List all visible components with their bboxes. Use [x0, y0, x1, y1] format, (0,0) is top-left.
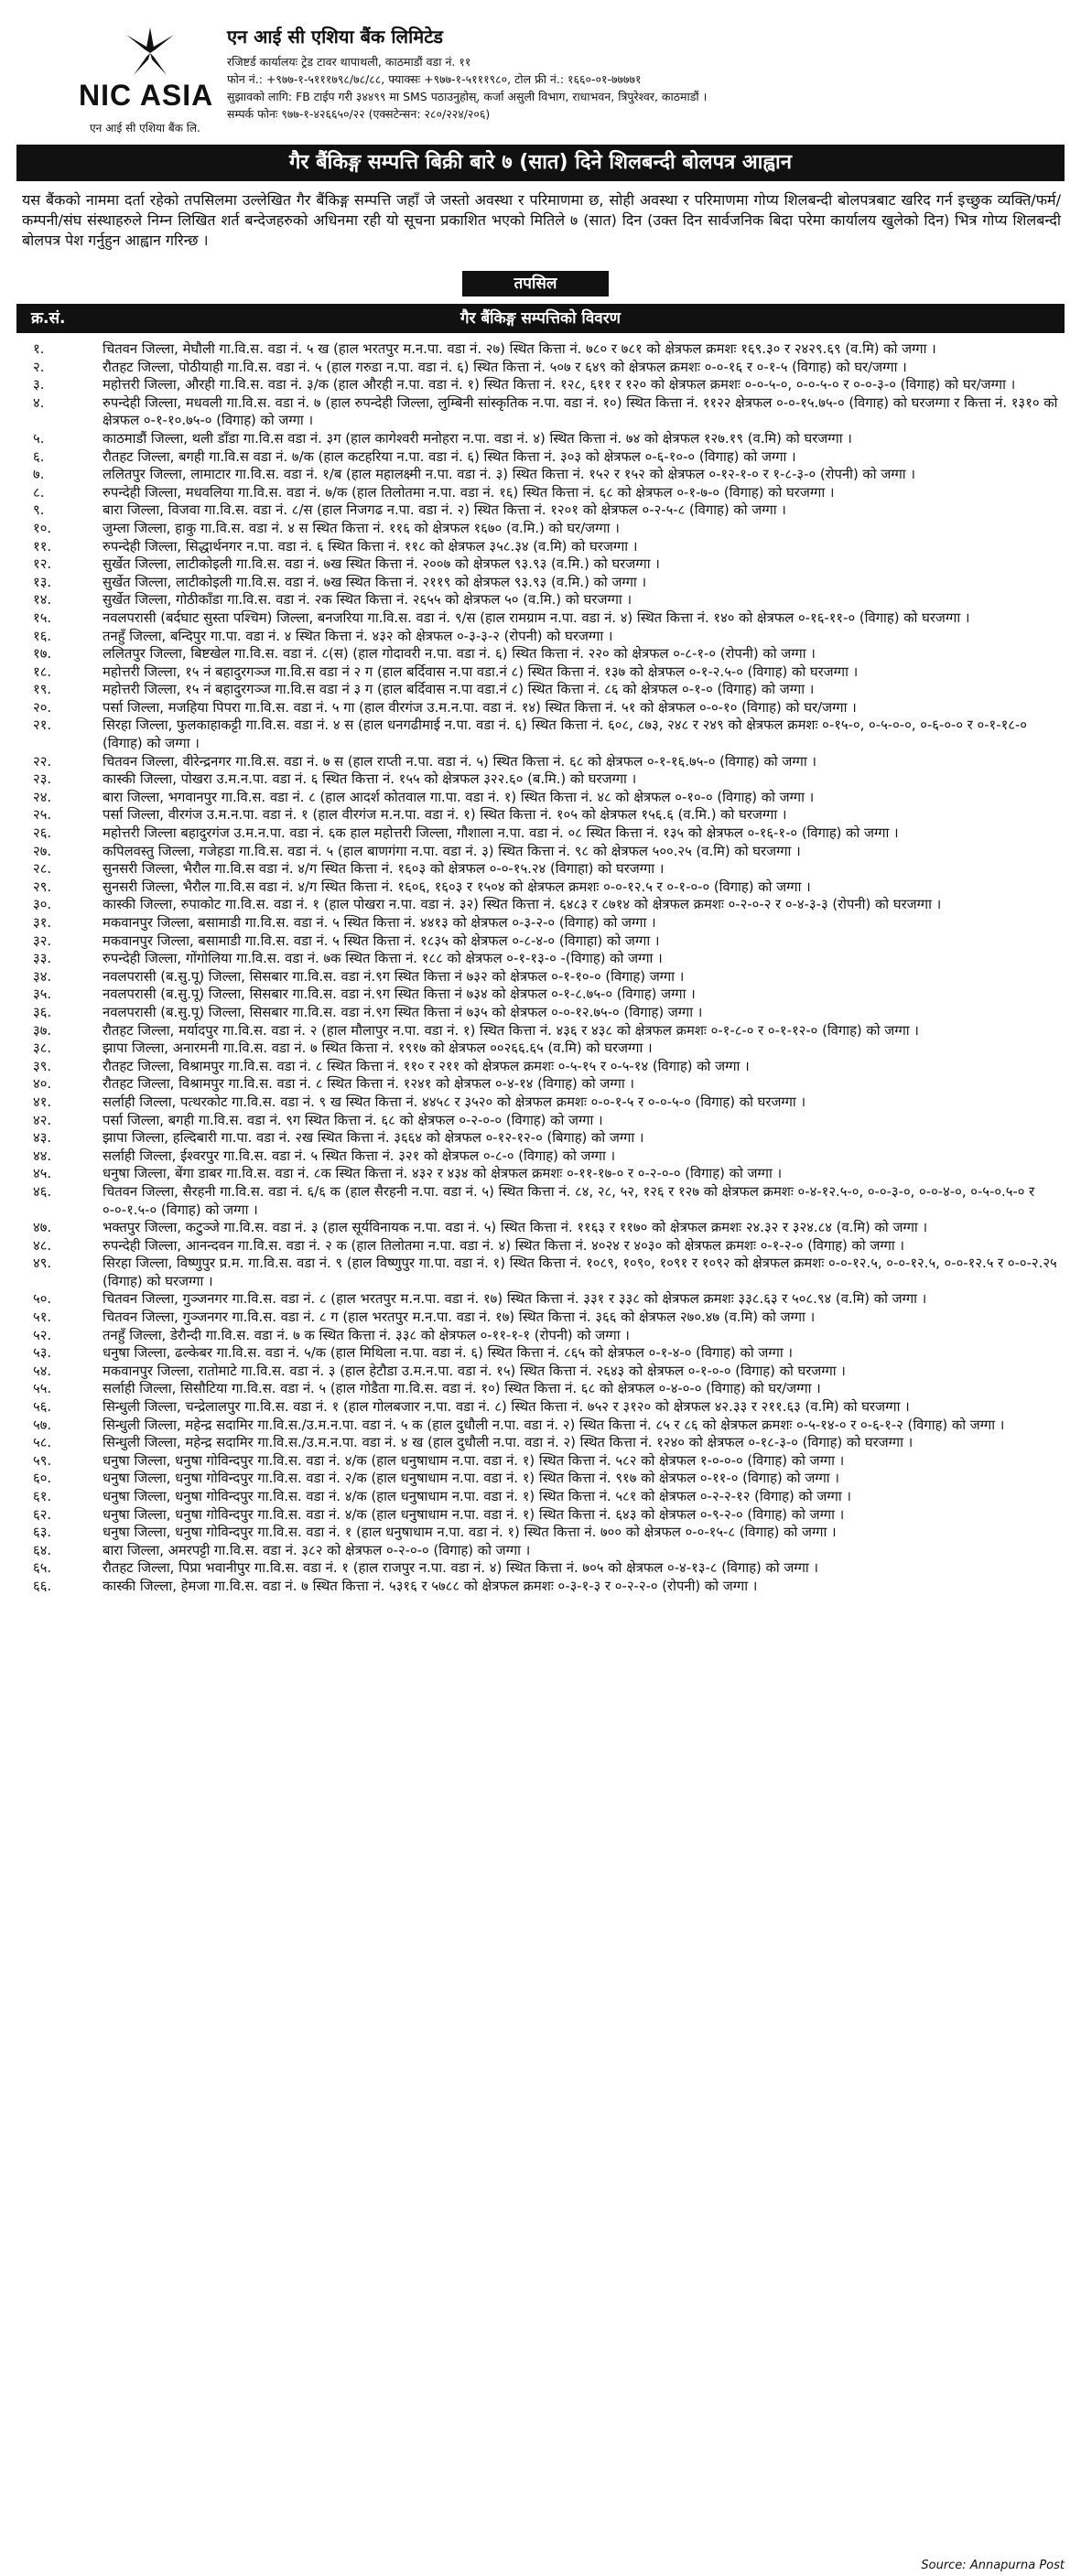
- table-row: [16, 1219, 1065, 1237]
- row-serial: ४५.: [33, 1166, 52, 1182]
- row-serial: ५८.: [33, 1435, 52, 1451]
- row-serial: ३४.: [33, 968, 52, 985]
- row-serial: ५३.: [33, 1345, 52, 1362]
- row-serial: १६.: [33, 628, 52, 644]
- row-serial: २५.: [33, 807, 52, 824]
- row-serial: ४९.: [33, 1256, 52, 1272]
- intro-paragraph: यस बैंकको नाममा दर्ता रहेको तपसिलमा उल्लेखित गैर बैंकिङ्ग सम्पत्ति जहाँ जे जस्तो अवस्था र परिमाणमा छ, सोही अवस्था र परिमाणमा गोप्य शिलबन्दी बोलपत्रबाट खरिद गर्न इच्छुक व्यक्ति/फर्म/कम्पनी/संघ संस्थाहरुले निम्न लिखित शर्त बन्देजहरुको अधिनमा रही यो सूचना प्रकाशित भएको मितिले ७ (सात) दिन (उक्त दिन सार्वजनिक बिदा परेमा कार्यालय खुलेको दिन) भित्र गोप्य शिलबन्दी बोलपत्र पेश गर्नुहुन आह्वान गरिन्छ ।: [22, 191, 1061, 249]
- column-header-serial: क्र.सं.: [31, 309, 66, 328]
- row-serial: १९.: [33, 682, 52, 698]
- table-row: [16, 968, 1065, 986]
- row-description: बारा जिल्ला, विजवा गा.वि.स. वडा नं. ८/स (हाल निजगढ न.पा. वडा नं. २) स्थित कित्ता नं. १२०१ को क्षेत्रफल ०-२-५-८ (विगाह) को जग्गा ।: [103, 502, 786, 519]
- contact-line: रजिष्टर्ड कार्यालयः ट्रेड टावर थापाथली, काठमाडौं वडा नं. ११: [227, 55, 471, 69]
- table-row: [16, 1398, 1065, 1417]
- row-description: धनुषा जिल्ला, बेंगा डाबर गा.वि.स. वडा नं. ८क स्थित कित्ता नं. ४३२ र ४३४ को क्षेत्रफल क्रमशः ०-११-१७-० र ०-२-०-० (विगाह) को जग्गा ।: [103, 1166, 783, 1182]
- table-row: [16, 1148, 1065, 1166]
- row-description: सिन्धुली जिल्ला, महेन्द्र सदामिर गा.वि.स./उ.म.न.पा. वडा नं. ४ ख (हाल दुधौली न.पा. वडा नं. २) स्थित कित्ता नं. १२४० को क्षेत्रफल ०-१८-३-० (विगाह) को घरजग्गा ।: [103, 1435, 913, 1451]
- property-list: [16, 340, 1065, 1596]
- row-serial: ३८.: [33, 1040, 52, 1057]
- table-row: [16, 501, 1065, 520]
- table-row: [16, 340, 1065, 359]
- row-serial: २८.: [33, 861, 52, 878]
- row-description: सिन्धुली जिल्ला, चन्द्रेलालपुर गा.वि.स. वडा नं. १ (हाल गोलबजार न.पा. वडा नं. ८) स्थित कित्ता नं. ७५२ र ३१२० को क्षेत्रफल ४२.३३ र २११.६३ (व.मि) को घरजग्गा ।: [103, 1399, 910, 1416]
- table-row: [16, 1363, 1065, 1381]
- table-row: [16, 1004, 1065, 1022]
- row-serial: ६०.: [33, 1471, 52, 1487]
- row-description: धनुषा जिल्ला, ढल्केबर गा.वि.स. वडा नं. ५/क (हाल मिथिला न.पा. वडा नं. ६) स्थित कित्ता नं. ८६५ को क्षेत्रफल ०-१-४-० (विगाह) को जग्गा ।: [103, 1345, 793, 1362]
- row-serial: १०.: [33, 520, 52, 536]
- row-description: पर्सा जिल्ला, वीरगंज उ.म.न.पा. वडा नं. १ (हाल वीरगंज म.न.पा. वडा नं. १) स्थित कित्ता नं. १०५ को क्षेत्रफल १५६.६ (व.मि.) को घरजग्गा ।: [103, 807, 787, 824]
- row-serial: ४०.: [33, 1076, 52, 1093]
- table-row: [16, 359, 1065, 377]
- table-row: [16, 843, 1065, 861]
- row-description: भक्तपुर जिल्ला, कटुञ्जे गा.वि.स. वडा नं. ३ (हाल सूर्यविनायक न.पा. वडा नं. ५) स्थित कित्ता नं. ११६३ र ११७० को क्षेत्रफल क्रमशः २४.३२ र ३२४.८४ (व.मि) को जग्गा ।: [103, 1220, 928, 1236]
- contact-line: सम्पर्क फोनः ९७७-१-४२६६५०/२२ (एक्सटेन्सन: २८०/२२४/२०६): [227, 107, 491, 121]
- row-serial: ३३.: [33, 951, 52, 967]
- contact-line: सुझावको लागि: FB टाईप गरी ३४४९९ मा SMS पठाउनुहोस्, कर्जा असुली विभाग, राधाभवन, त्रिपुरेश्वर, काठमाडौं ।: [227, 90, 708, 103]
- table-row: [16, 663, 1065, 682]
- tapasil-label: तपसिल: [462, 271, 609, 296]
- row-serial: ४३.: [33, 1130, 52, 1147]
- row-serial: ४.: [33, 394, 45, 411]
- table-row: [16, 1040, 1065, 1058]
- row-serial: ३.: [33, 377, 45, 393]
- row-description: रुपन्देही जिल्ला, मधवलिया गा.वि.स. वडा नं. ७/क (हाल तिलोतमा न.पा. वडा नं. १६) स्थित कित्ता नं. ६८ को क्षेत्रफल ०-१-७-० (विगाह) को घरजग्गा ।: [103, 484, 835, 501]
- row-serial: ४८.: [33, 1237, 52, 1254]
- table-row: [16, 394, 1065, 430]
- table-header: [16, 304, 1065, 333]
- table-row: [16, 860, 1065, 878]
- row-description: रुपन्देही जिल्ला, गोंगोलिया गा.वि.स. वडा नं. ७क स्थित कित्ता नं. १८८ को क्षेत्रफल ०-१-१३-० -(विगाह) को जग्गा ।: [103, 951, 663, 967]
- row-description: मकवानपुर जिल्ला, बसामाडी गा.वि.स. वडा नं. ५ स्थित कित्ता नं. १८३५ को क्षेत्रफल ०-८-४-० (विगाहा) को जग्गा ।: [103, 932, 660, 949]
- row-description: धनुषा जिल्ला, धनुषा गोविन्दपुर गा.वि.स. वडा नं. २/क (हाल धनुषाधाम न.पा. वडा नं. १) स्थित कित्ता नं. ९१७ को क्षेत्रफल ०-११-० (विगाह) को जग्गा ।: [103, 1471, 839, 1487]
- table-row: [16, 376, 1065, 394]
- logo-tagline: एन आई सी एशिया बैंक लि.: [90, 122, 200, 135]
- row-serial: १८.: [33, 663, 52, 680]
- row-description: सुनसरी जिल्ला, भैरौल गा.वि.स वडा नं. ४/ग स्थित कित्ता नं. १६०६, १६०३ र १५०४ को क्षेत्रफल क्रमशः ०-०-१२.५ र ०-१-०-० (विगाह) को जग्गा ।: [103, 878, 811, 895]
- table-row: [16, 914, 1065, 932]
- row-serial: ५०.: [33, 1291, 52, 1308]
- row-description: झापा जिल्ला, अनारमनी गा.वि.स. वडा नं. ७ स्थित कित्ता नं. १९१७ को क्षेत्रफल ००२६६.६५ (व.मि) को घरजग्गा ।: [103, 1040, 653, 1057]
- notice-title: गैर बैंकिङ्ग सम्पत्ति बिक्री बारे ७ (सात) दिने शिलबन्दी बोलपत्र आह्वान: [16, 145, 1065, 181]
- contact-line: फोन नं.: +९७७-१-५१११७९८/७८/८८, फ्याक्सः +९७७-१-५१११९८०, टोल फ्री नं.: १६६०-०१-७७७७१: [227, 72, 642, 86]
- row-serial: २६.: [33, 825, 52, 842]
- row-description: कपिलवस्तु जिल्ला, गजेहडा गा.वि.स. वडा नं. ५ (हाल बाणगंगा न.पा. वडा नं. ३) स्थित कित्ता नं. ९८ को क्षेत्रफल ५००.२५ (व.मि) को घरजग्गा ।: [103, 843, 801, 859]
- table-row: [16, 789, 1065, 807]
- table-row: [16, 1506, 1065, 1525]
- row-description: चितवन जिल्ला, गुञ्जनगर गा.वि.स. वडा नं. ८ (हाल भरतपुर म.न.पा. वडा नं. १७) स्थित कित्ता नं. ३३१ र ३३८ को क्षेत्रफल क्रमशः ३३८.६३ र ५०८.९४ (व.मि) को जग्गा ।: [103, 1291, 927, 1308]
- table-row: [16, 1417, 1065, 1435]
- row-description: जुम्ला जिल्ला, हाकु गा.वि.स. वडा नं. ४ स स्थित कित्ता नं. ११६ को क्षेत्रफल १६७० (व.मि.) को घर/जग्गा ।: [103, 520, 620, 536]
- bank-name: एन आई सी एशिया बैंक लिमिटेड: [227, 26, 443, 48]
- row-description: चितवन जिल्ला, सैरहनी गा.वि.स. वडा नं. ६/६ क (हाल सैरहनी न.पा. वडा नं. ५) स्थित कित्ता नं. ८४, २८, ५२, १२६ र १२७ को क्षेत्रफल क्रमशः ०-४-१२.५-०, ०-०-३-०, ०-०-४-०, ०-५-०.५-० र ०-०-१.५-० (विगाह) को जग्गा ।: [103, 1183, 1035, 1218]
- row-serial: २२.: [33, 753, 52, 770]
- table-row: [16, 1524, 1065, 1542]
- row-serial: ३७.: [33, 1022, 52, 1039]
- table-row: [16, 681, 1065, 699]
- row-description: महोत्तरी जिल्ला बहादुरगंज उ.म.न.पा. वडा नं. ६क हाल महोत्तरी जिल्ला, गौशाला न.पा. वडा नं. ०८ स्थित कित्ता नं. १३५ को क्षेत्रफल ०-१६-१-० (विगाह) को जग्गा ।: [103, 825, 899, 842]
- row-serial: १५.: [33, 609, 52, 626]
- table-row: [16, 430, 1065, 448]
- table-row: [16, 878, 1065, 897]
- row-description: रौतहट जिल्ला, पिप्रा भवानीपुर गा.वि.स. वडा नं. १ (हाल राजपुर न.पा. वडा नं. ४) स्थित कित्ता नं. ७०५ को क्षेत्रफल ०-४-१३-८ (विगाह) को जग्गा ।: [103, 1560, 819, 1577]
- row-description: धनुषा जिल्ला, धनुषा गोविन्दपुर गा.वि.स. वडा नं. ४/क (हाल धनुषाधाम न.पा. वडा नं. १) स्थित कित्ता नं. ५८२ को क्षेत्रफल १-०-०-० (विगाह) को जग्गा ।: [103, 1452, 845, 1469]
- table-row: [16, 896, 1065, 914]
- row-serial: ८.: [33, 484, 45, 501]
- row-serial: २.: [33, 359, 45, 375]
- row-serial: ६४.: [33, 1542, 52, 1558]
- row-serial: ३५.: [33, 986, 52, 1003]
- row-description: पर्सा जिल्ला, मजहिया पिपरा गा.वि.स. वडा नं. ५ गा (हाल वीरगंज उ.म.न.पा. वडा नं. १४) स्थित कित्ता नं. ५१ को क्षेत्रफल ०-०-१० (विगाह) को घर/जग्गा ।: [103, 699, 857, 716]
- row-serial: ६.: [33, 448, 45, 465]
- row-serial: ६१.: [33, 1489, 52, 1504]
- row-serial: ३२.: [33, 932, 52, 949]
- table-row: [16, 1434, 1065, 1452]
- row-description: कास्की जिल्ला, रुपाकोट गा.वि.स. वडा नं. १ (हाल पोखरा न.पा. वडा नं. ३२) स्थित कित्ता नं. ६४८३ र ८७१४ को क्षेत्रफल क्रमशः ०-२-०-२ र ०-४-३-३ (रोपनी) को घरजग्गा ।: [103, 897, 942, 913]
- logo-text: NIC ASIA: [79, 79, 214, 112]
- row-description: सुर्खेत जिल्ला, लाटीकोइली गा.वि.स. वडा नं. ७ख स्थित कित्ता नं. २००७ को क्षेत्रफल ९३.९३ (व.मि.) को घरजग्गा ।: [103, 556, 660, 573]
- row-description: कास्की जिल्ला, हेमजा गा.वि.स. वडा नं. ७ स्थित कित्ता नं. ५३१६ र ५७८८ को क्षेत्रफल क्रमशः ०-३-१-३ र ०-२-२-० (रोपनी) को जग्गा ।: [103, 1578, 758, 1594]
- row-description: नवलपरासी (ब.सु.पू) जिल्ला, सिसबार गा.वि.स. वडा नं.९ग स्थित कित्ता नं ७३४ को क्षेत्रफल ०-१-८.७५-० (विगाह) जग्गा ।: [103, 986, 696, 1003]
- table-row: [16, 717, 1065, 752]
- row-serial: २१.: [33, 717, 52, 734]
- table-row: [16, 591, 1065, 609]
- row-description: काठमाडौं जिल्ला, थली डाँडा गा.वि.स वडा नं. ३ग (हाल कागेश्वरी मनोहरा न.पा. वडा नं. ४) स्थित कित्ता नं. ७४ को क्षेत्रफल १२७.१९ (व.मि) को घरजग्गा ।: [103, 430, 852, 447]
- table-row: [16, 1452, 1065, 1471]
- table-row: [16, 825, 1065, 843]
- row-serial: ३९.: [33, 1058, 52, 1074]
- row-description: धनुषा जिल्ला, धनुषा गोविन्दपुर गा.वि.स. वडा नं. ४/क (हाल धनुषाधाम न.पा. वडा नं. १) स्थित कित्ता नं. ५८१ को क्षेत्रफल ०-२-२-१२ (विगाह) को जग्गा ।: [103, 1489, 851, 1504]
- table-row: [16, 1578, 1065, 1596]
- row-serial: ५२.: [33, 1327, 52, 1343]
- table-row: [16, 771, 1065, 789]
- row-description: धनुषा जिल्ला, धनुषा गोविन्दपुर गा.वि.स. वडा नं. ४/क (हाल धनुषाधाम न.पा. वडा नं. १) स्थित कित्ता नं. ६४३ को क्षेत्रफल ०-९-२-० (विगाह) को जग्गा ।: [103, 1506, 845, 1523]
- row-description: नवलपरासी (ब.सु.पू) जिल्ला, सिसबार गा.वि.स. वडा नं.९ग स्थित कित्ता नं ७३२ को क्षेत्रफल ०-१-१०-० (विगाह) जग्गा ।: [103, 968, 685, 985]
- row-description: सिन्धुली जिल्ला, महेन्द्र सदामिर गा.वि.स./उ.म.न.पा. वडा नं. ५ क (हाल दुधौली न.पा. वडा नं. २) स्थित कित्ता नं. ८५ र ८६ को क्षेत्रफल क्रमशः ०-५-१४-० र ०-६-१-२ (विगाह) को जग्गा ।: [103, 1417, 1005, 1433]
- row-description: कास्की जिल्ला, पोखरा उ.म.न.पा. वडा नं. ६ स्थित कित्ता नं. १५५ को क्षेत्रफल ३२२.६० (ब.मि.) को घरजग्गा ।: [103, 771, 637, 788]
- row-serial: ७.: [33, 467, 45, 483]
- table-row: [16, 1094, 1065, 1112]
- row-description: नवलपरासी (ब.सु.पू) जिल्ला, सिसबार गा.वि.स. वडा नं.९ग स्थित कित्ता नं ७३५ को क्षेत्रफल ०-०-१२.७५-० (विगाह) जग्गा ।: [103, 1004, 703, 1020]
- row-description: सिरहा जिल्ला, फुलकाहाकट्टी गा.वि.स. वडा नं. ४ स (हाल धनगढीमाई न.पा. वडा नं. ६) स्थित कित्ता नं. ६०८, ८७३, २४८ र २४९ को क्षेत्रफल क्रमशः ०-१५-०, ०-५-०-०, ०-६-०-० र ०-१-१८-० (विगाह) को जग्गा ।: [103, 717, 1027, 752]
- table-row: [16, 574, 1065, 592]
- row-serial: १३.: [33, 574, 52, 590]
- row-serial: ३०.: [33, 897, 52, 913]
- row-serial: २९.: [33, 878, 52, 895]
- table-row: [16, 520, 1065, 538]
- table-row: [16, 484, 1065, 502]
- row-description: महोत्तरी जिल्ला, १५ नं बहादुरगञ्ज गा.वि.स वडा नं ३ ग (हाल बर्दिवास न.पा वडा.नं ८) स्थित कित्ता नं. ८६ को क्षेत्रफल ०-१-० (विगाह) को जग्गा ।: [103, 682, 815, 698]
- row-description: ललितपुर जिल्ला, बिष्टखेल गा.वि.स. वडा नं. ८(स) (हाल गोदावरी न.पा. वडा नं. ६) स्थित कित्ता नं. २२० को क्षेत्रफल ०-८-१-० (रोपनी) को जग्गा ।: [103, 646, 816, 663]
- table-row: [16, 950, 1065, 968]
- table-row: [16, 1129, 1065, 1148]
- row-description: रौतहट जिल्ला, बगही गा.वि.स वडा नं. ७/क (हाल कटहरिया न.पा. वडा नं. ६) स्थित कित्ता नं. ३०३ को क्षेत्रफल ०-६-१०-० (विगाह) को जग्गा ।: [103, 448, 796, 465]
- table-row: [16, 645, 1065, 663]
- row-serial: ५१.: [33, 1310, 52, 1326]
- table-row: [16, 1075, 1065, 1094]
- table-row: [16, 1488, 1065, 1506]
- row-serial: ३१.: [33, 915, 52, 931]
- row-description: मकवानपुर जिल्ला, बसामाडी गा.वि.स. वडा नं. ५ स्थित कित्ता नं. ४४१३ को क्षेत्रफल ०-३-२-० (विगाह) को जग्गा ।: [103, 915, 656, 931]
- row-serial: ६२.: [33, 1506, 52, 1523]
- table-row: [16, 1165, 1065, 1183]
- table-row: [16, 538, 1065, 556]
- row-description: चितवन जिल्ला, वीरेन्द्रनगर गा.वि.स. वडा नं. ७ स (हाल राप्ती न.पा. वडा नं. ५) स्थित कित्ता नं. ६८ को क्षेत्रफल ०-१-१६.७५-० (विगाह) को जग्गा ।: [103, 753, 816, 770]
- row-description: रौतहट जिल्ला, विश्रामपुर गा.वि.स. वडा नं. ८ स्थित कित्ता नं. ११० र २११ को क्षेत्रफल क्रमशः ०-५-१५ र ०-५-१४ (विगाह) को जग्गा ।: [103, 1058, 750, 1074]
- table-row: [16, 1559, 1065, 1578]
- table-row: [16, 1309, 1065, 1327]
- row-serial: १७.: [33, 646, 52, 663]
- row-serial: ५४.: [33, 1363, 52, 1379]
- row-serial: २०.: [33, 699, 52, 716]
- row-description: बारा जिल्ला, भगवानपुर गा.वि.स. वडा नं. ८ (हाल आदर्श कोतवाल गा.पा. वडा नं. १) स्थित कित्ता नं. ४८ को क्षेत्रफल ०-१०-० (विगाह) को जग्गा ।: [103, 789, 815, 805]
- row-description: सुनसरी जिल्ला, भैरौल गा.वि.स वडा नं. ४/ग स्थित कित्ता नं. १६०३ को क्षेत्रफल ०-०-१५.२४ (विगाहा) को घरजग्गा ।: [103, 861, 665, 878]
- table-row: [16, 609, 1065, 628]
- row-description: धनुषा जिल्ला, धनुषा गोविन्दपुर गा.वि.स. वडा नं. १ (हाल धनुषाधाम न.पा. वडा नं. १) स्थित कित्ता नं. ७०० को क्षेत्रफल ०-०-१५-८ (विगाह) को जग्गा ।: [103, 1525, 837, 1541]
- row-serial: ४४.: [33, 1148, 52, 1164]
- row-serial: ५७.: [33, 1417, 52, 1433]
- table-row: [16, 1470, 1065, 1488]
- row-description: रुपन्देही जिल्ला, मधवली गा.वि.स. वडा नं. ७ (हाल रुपन्देही जिल्ला, लुम्बिनी सांस्कृतिक न.पा. वडा नं. १०) स्थित कित्ता नं. ११२२ क्षेत्रफल ०-०-१५.७५-० (विगाह) को घरजग्गा र कित्ता नं. १३१० को क्षेत्रफल ०-१-१०.७५-० (विगाह) को जग्गा ।: [103, 394, 1058, 429]
- table-row: [16, 1542, 1065, 1560]
- column-header-description: गैर बैंकिङ्ग सम्पत्तिको विवरण: [460, 309, 621, 328]
- row-serial: ४२.: [33, 1112, 52, 1128]
- table-row: [16, 753, 1065, 771]
- row-serial: २४.: [33, 789, 52, 805]
- table-row: [16, 699, 1065, 717]
- row-description: बारा जिल्ला, अमरपट्टी गा.वि.स. वडा नं. ३८२ को क्षेत्रफल ०-२-०-० (विगाह) को जग्गा ।: [103, 1542, 531, 1558]
- row-description: रौतहट जिल्ला, मर्यादपुर गा.वि.स. वडा नं. २ (हाल मौलापुर न.पा. वडा नं. १) स्थित कित्ता नं. ४३६ र ४३८ को क्षेत्रफल क्रमशः ०-१-८-० र ०-१-१२-० (विगाह) को जग्गा ।: [103, 1022, 919, 1039]
- row-serial: ३६.: [33, 1004, 52, 1020]
- row-serial: १४.: [33, 592, 52, 609]
- row-description: तनहुँ जिल्ला, डेरौन्दी गा.वि.स. वडा नं. ७ क स्थित कित्ता नं. ३३८ को क्षेत्रफल ०-११-१-१ (रोपनी) को जग्गा ।: [103, 1327, 630, 1343]
- table-row: [16, 932, 1065, 951]
- row-description: सुर्खेत जिल्ला, गोठीकाँडा गा.वि.स. वडा नं. २क स्थित कित्ता नं. २६५५ को क्षेत्रफल ५० (व.मि.) को घरजग्गा ।: [103, 592, 632, 609]
- table-row: [16, 1183, 1065, 1219]
- row-serial: १.: [33, 341, 45, 357]
- contact-info: [227, 53, 1069, 123]
- row-description: सुर्खेत जिल्ला, लाटीकोइली गा.वि.स. वडा नं. ७ख स्थित कित्ता नं. २११९ को क्षेत्रफल ९३.९३ (व.मि.) को जग्गा ।: [103, 574, 647, 590]
- row-serial: ९.: [33, 502, 45, 519]
- row-description: रुपन्देही जिल्ला, सिद्धार्थनगर न.पा. वडा नं. ६ स्थित कित्ता नं. ११८ को क्षेत्रफल ३५८.३४ (व.मि) को घरजग्गा ।: [103, 538, 638, 555]
- row-description: महोत्तरी जिल्ला, १५ नं बहादुरगञ्ज गा.वि.स वडा नं २ ग (हाल बर्दिवास न.पा वडा.नं ८) स्थित कित्ता नं. १३७ को क्षेत्रफल ०-१-२.५-० (विगाह) को घरजग्गा ।: [103, 663, 859, 680]
- table-row: [16, 1380, 1065, 1398]
- table-row: [16, 1237, 1065, 1256]
- nic-asia-star-logo-icon: [126, 27, 174, 79]
- row-description: नवलपरासी (बर्दघाट सुस्ता पश्चिम) जिल्ला, बनजरिया गा.वि.स. वडा नं. ९/स (हाल रामग्राम न.पा. वडा नं. ४) स्थित कित्ता नं. १४० को क्षेत्रफल ०-१६-११-० (विगाह) को घरजग्गा ।: [103, 609, 970, 626]
- row-serial: २७.: [33, 843, 52, 859]
- row-description: चितवन जिल्ला, मेघौली गा.वि.स. वडा नं. ५ ख (हाल भरतपुर म.न.पा. वडा नं. २७) स्थित कित्ता नं. ७८० र ७८१ को क्षेत्रफल क्रमशः १६९.३० र २४२९.६९ (व.मि) को जग्गा ।: [103, 341, 936, 357]
- table-row: [16, 466, 1065, 484]
- table-row: [16, 1255, 1065, 1290]
- row-serial: ४७.: [33, 1220, 52, 1236]
- table-row: [16, 806, 1065, 825]
- row-serial: ५.: [33, 430, 45, 447]
- row-description: सर्लाही जिल्ला, पत्थरकोट गा.वि.स. वडा नं. ९ ख स्थित कित्ता नं. ४४५८ र ३५२० को क्षेत्रफल क्रमशः ०-०-१-५ र ०-०-५-० (विगाह) को घरजग्गा ।: [103, 1094, 806, 1110]
- row-description: सिरहा जिल्ला, विष्णुपुर प्र.म. गा.वि.स. वडा नं. ९ (हाल विष्णुपुर गा.पा. वडा नं. १) स्थित कित्ता नं. १०८९, १०९०, १०९१ र १०९२ को क्षेत्रफल क्रमशः ०-०-१२.५, ०-०-१२.५, ०-०-१२.५ र ०-०-२.२५ (विगाह) को घरजग्गा ।: [103, 1256, 1057, 1289]
- table-row: [16, 986, 1065, 1004]
- row-description: तनहुँ जिल्ला, बन्दिपुर गा.पा. वडा नं. ४ स्थित कित्ता नं. ४३२ को क्षेत्रफल ०-३-३-२ (रोपनी) को घरजग्गा ।: [103, 628, 613, 644]
- row-description: पर्सा जिल्ला, बगही गा.वि.स. वडा नं. ९ग स्थित कित्ता नं. ६८ को क्षेत्रफल ०-२-०-० (विगाह) को जग्गा ।: [103, 1112, 603, 1128]
- row-description: मकवानपुर जिल्ला, रातोमाटे गा.वि.स. वडा नं. ३ (हाल हेटौडा उ.म.न.पा. वडा नं. १५) स्थित कित्ता नं. २६४३ को क्षेत्रफल ०-१-०-० (विगाह) को घरजग्गा ।: [103, 1363, 846, 1379]
- row-description: सर्लाही जिल्ला, ईश्वरपुर गा.वि.स. वडा नं. ५ स्थित कित्ता नं. ३२१ को क्षेत्रफल ०-८-० (विगाह) को जग्गा ।: [103, 1148, 616, 1164]
- row-serial: ४६.: [33, 1183, 52, 1200]
- table-row: [16, 628, 1065, 646]
- table-row: [16, 1112, 1065, 1130]
- row-serial: ६६.: [33, 1578, 52, 1594]
- row-description: चितवन जिल्ला, गुञ्जनगर गा.वि.स. वडा नं. ८ ग (हाल भरतपुर म.न.पा. वडा नं. १७) स्थित कित्ता नं. ३६६ को क्षेत्रफल २७०.४७ (व.मि) को जग्गा ।: [103, 1310, 816, 1326]
- row-description: सर्लाही जिल्ला, सिसौटिया गा.वि.स. वडा नं. ५ (हाल गोडैता गा.वि.स. वडा नं. १०) स्थित कित्ता नं. ६८ को क्षेत्रफल ०-४-०-० (विगाह) को घर/जग्गा ।: [103, 1381, 821, 1397]
- table-row: [16, 1344, 1065, 1363]
- row-description: झापा जिल्ला, हल्दिबारी गा.पा. वडा नं. २ख स्थित कित्ता नं. ३६६४ को क्षेत्रफल ०-१२-१२-० (बिगाह) को जग्गा ।: [103, 1130, 644, 1147]
- row-description: रुपन्देही जिल्ला, आनन्दवन गा.वि.स. वडा नं. २ क (हाल तिलोतमा न.पा. वडा नं. ४) स्थित कित्ता नं. ४०२४ र ४०३० को क्षेत्रफल क्रमशः ०-१-२-० (विगाह) को जग्गा ।: [103, 1237, 905, 1254]
- table-row: [16, 1290, 1065, 1309]
- table-row: [16, 1327, 1065, 1345]
- row-description: ललितपुर जिल्ला, लामाटार गा.वि.स. वडा नं. १/ब (हाल महालक्ष्मी न.पा. वडा नं. ३) स्थित कित्ता नं. १५२ र १५२ को क्षेत्रफल ०-१२-१-० र १-८-३-० (रोपनी) को जग्गा ।: [103, 467, 915, 483]
- row-serial: ६३.: [33, 1525, 52, 1541]
- row-serial: ५५.: [33, 1381, 52, 1397]
- row-description: महोत्तरी जिल्ला, औरही गा.वि.स. वडा नं. ३/क (हाल औरही न.पा. वडा नं. १) स्थित कित्ता नं. १२८, ६११ र १२० को क्षेत्रफल क्रमशः ०-०-५-०, ०-०-५-० र ०-०-३-० (विगाह) को घर/जग्गा ।: [103, 377, 1016, 393]
- row-description: रौतहट जिल्ला, पोठीयाही गा.वि.स. वडा नं. ५ (हाल गरुडा न.पा. वडा नं. ६) स्थित कित्ता नं. ५०७ र ६४९ को क्षेत्रफल क्रमशः ०-०-१६ र ०-१-५ (विगाह) को घर/जग्गा ।: [103, 359, 907, 375]
- row-serial: ४१.: [33, 1094, 52, 1110]
- row-serial: ५९.: [33, 1452, 52, 1469]
- row-serial: १२.: [33, 556, 52, 573]
- row-description: रौतहट जिल्ला, विश्रामपुर गा.वि.स. वडा नं. ८ स्थित कित्ता नं. १२४१ को क्षेत्रफल ०-४-१४ (विगाह) को जग्गा ।: [103, 1076, 634, 1093]
- row-serial: २३.: [33, 771, 52, 788]
- table-row: [16, 1058, 1065, 1076]
- row-serial: ११.: [33, 538, 52, 555]
- table-row: [16, 555, 1065, 574]
- table-row: [16, 1022, 1065, 1040]
- header: [0, 0, 1081, 139]
- row-serial: ५६.: [33, 1399, 52, 1416]
- table-row: [16, 448, 1065, 467]
- source-credit: Source: Annapurna Post: [921, 2559, 1065, 2572]
- row-serial: ६५.: [33, 1560, 52, 1577]
